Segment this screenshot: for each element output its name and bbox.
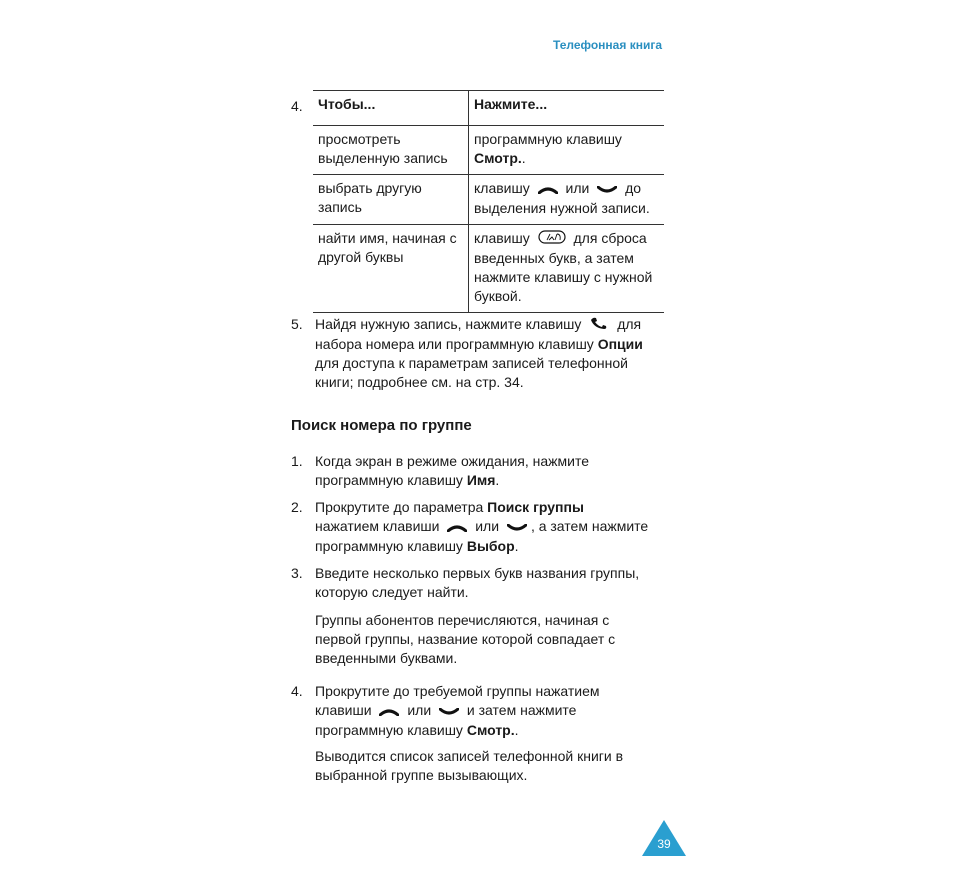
table-cell — [469, 126, 665, 175]
cell-text: для сброса введенных букв, а затем нажмите клавишу с нужной буквой. — [474, 229, 653, 304]
step-text-part: . — [514, 721, 519, 738]
step-number: 1. — [291, 453, 303, 469]
table-cell: просмотреть выделенную запись — [313, 126, 469, 175]
table-header-cell: Нажмите... — [469, 91, 665, 126]
step-note: Выводится список записей телефонной книги в выбранной группе вызывающих. — [315, 748, 624, 783]
running-header: Телефонная книга — [552, 38, 662, 52]
table-row — [313, 175, 664, 225]
step-number: 4. — [291, 98, 303, 114]
cell-text: клавишу — [474, 229, 530, 246]
up-arrow-key-icon — [538, 180, 558, 199]
softkey-label: Опции — [597, 335, 643, 352]
cell-text: клавишу — [474, 180, 530, 196]
softkey-label: Выбор — [466, 537, 515, 554]
step-text-part: Найдя нужную запись, нажмите клавишу — [315, 316, 582, 332]
step-text-part: . — [514, 537, 519, 554]
softkey-label: Смотр. — [474, 150, 522, 166]
step-text-part: нажатием клавиши — [315, 518, 440, 534]
step-text-part: Прокрутите до параметра — [315, 499, 484, 515]
down-arrow-key-icon — [597, 180, 617, 199]
cell-text: программную клавишу — [474, 131, 622, 147]
clear-key-icon — [538, 230, 566, 249]
table-cell: найти имя, начиная с другой буквы — [313, 224, 469, 312]
softkey-label: Смотр. — [466, 721, 515, 738]
page-number: 39 — [657, 837, 671, 851]
menu-option-label: Поиск группы — [487, 499, 584, 515]
table-cell — [469, 224, 665, 312]
step-number: 4. — [291, 683, 303, 699]
table-row — [313, 126, 664, 175]
cell-text: . — [521, 150, 526, 166]
cell-text: или — [565, 180, 590, 196]
softkey-label: Имя — [466, 472, 496, 488]
step-text — [315, 498, 660, 556]
cell-text: до выделения нужной записи. — [474, 180, 650, 216]
step-number: 2. — [291, 499, 303, 515]
step-number: 5. — [291, 316, 303, 332]
step-text-part: , а затем нажмите программную клавишу — [315, 518, 649, 554]
step-text-part: Прокрутите до требуемой группы нажатием клавиши — [315, 683, 600, 718]
step-text — [315, 682, 625, 740]
action-table — [313, 90, 664, 313]
step-text — [315, 315, 660, 392]
step-note: Группы абонентов перечисляются, начиная с первой группы, название которой совпадает с введенными буквами. — [315, 612, 616, 666]
section-title: Поиск номера по группе — [291, 417, 472, 434]
phone-send-icon — [589, 316, 609, 335]
step-text-part: для доступа к параметрам записей телефонной книги; подробнее см. на стр. 34. — [315, 354, 628, 390]
step-text-part: . — [495, 472, 500, 488]
step-number: 3. — [291, 565, 303, 581]
step-text-part: для набора номера или программную клавишу — [315, 316, 642, 352]
step-text-part: и затем нажмите программную клавишу — [315, 702, 577, 738]
step-text: Введите несколько первых букв названия группы, которую следует найти. — [315, 565, 640, 600]
down-arrow-key-icon — [439, 702, 459, 721]
table-header-cell: Чтобы... — [313, 91, 469, 126]
table-cell — [469, 175, 665, 225]
step-text-part: или — [475, 518, 500, 534]
step-text-part: или — [407, 702, 432, 718]
table-header-row — [313, 91, 664, 126]
down-arrow-key-icon — [507, 518, 527, 537]
table-cell: выбрать другую запись — [313, 175, 469, 225]
up-arrow-key-icon — [447, 518, 467, 537]
step-text — [315, 452, 635, 490]
step-text-part: Когда экран в режиме ожидания, нажмите программную клавишу — [315, 453, 590, 488]
up-arrow-key-icon — [379, 702, 399, 721]
table-row — [313, 224, 664, 312]
